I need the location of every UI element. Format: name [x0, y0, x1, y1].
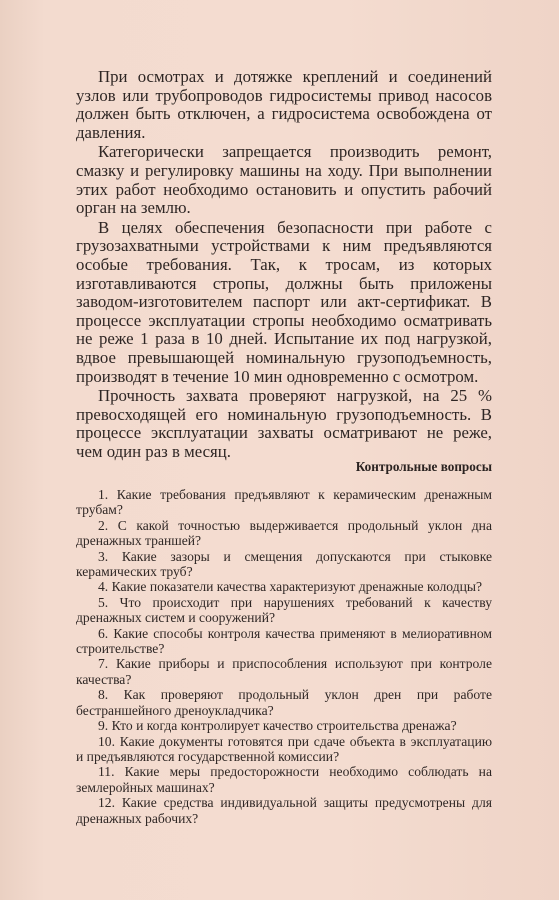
- question-item: 12. Какие средства индивидуальной защиты предусмотрены для дренажных рабочих?: [76, 795, 492, 826]
- question-item: 8. Как проверяют продольный уклон дрен при работе бестраншейного дреноукладчика?: [76, 687, 492, 718]
- question-item: 2. С какой точностью выдерживается продольный уклон дна дренажных траншей?: [76, 517, 492, 549]
- question-item: 10. Какие документы готовятся при сдаче объекта в эксплуатацию и предъявляются государственной комиссии?: [76, 733, 492, 764]
- section-heading: Контрольные вопросы: [355, 459, 492, 474]
- paragraph: В целях обеспечения безопасности при работе с грузозахватными устройствами к ним предъявляются особые требования. Так, к тросам, из которых изготавливаются стропы, должны быть приложены заводом-изготовителем паспорт или акт-сертификат. В процессе эксплуатации стропы необходимо осматривать не реже 1 раза в 10 дней. Испытание их под нагрузкой, вдвое превышающей номинальную грузоподъемность, производят в течение 10 мин одновременно с осмотром.: [76, 217, 492, 386]
- question-item: 11. Какие меры предосторожности необходимо соблюдать на землеройных машинах?: [76, 764, 492, 795]
- question-item: 6. Какие способы контроля качества применяют в мелиоративном строительстве?: [76, 625, 492, 657]
- paragraph: Категорически запрещается производить ремонт, смазку и регулировку машины на ходу. При выполнении этих работ необходимо остановить и опустить рабочий орган на землю.: [76, 142, 492, 218]
- question-item: 5. Что происходит при нарушениях требований к качеству дренажных систем и сооружений?: [76, 594, 492, 626]
- question-item: 4. Какие показатели качества характеризуют дренажные колодцы?: [98, 579, 483, 595]
- question-item: 1. Какие требования предъявляют к керамическим дренажным трубам?: [76, 487, 492, 518]
- questions-list: [76, 487, 492, 826]
- paragraph: При осмотрах и дотяжке креплений и соединений узлов или трубопроводов гидросистемы привод насосов должен быть отключен, а гидросистема освобождена от давления.: [76, 67, 492, 142]
- question-item: 3. Какие зазоры и смещения допускаются при стыковке керамических труб?: [76, 548, 492, 580]
- body-text: [76, 68, 492, 461]
- question-item: 7. Какие приборы и приспособления используют при контроле качества?: [76, 656, 492, 687]
- paragraph: Прочность захвата проверяют нагрузкой, на 25 % превосходящей его номинальную грузоподъемность. В процессе эксплуатации захваты осматривают не реже, чем один раз в месяц.: [76, 386, 492, 461]
- question-item: 9. Кто и когда контролирует качество строительства дренажа?: [98, 718, 457, 734]
